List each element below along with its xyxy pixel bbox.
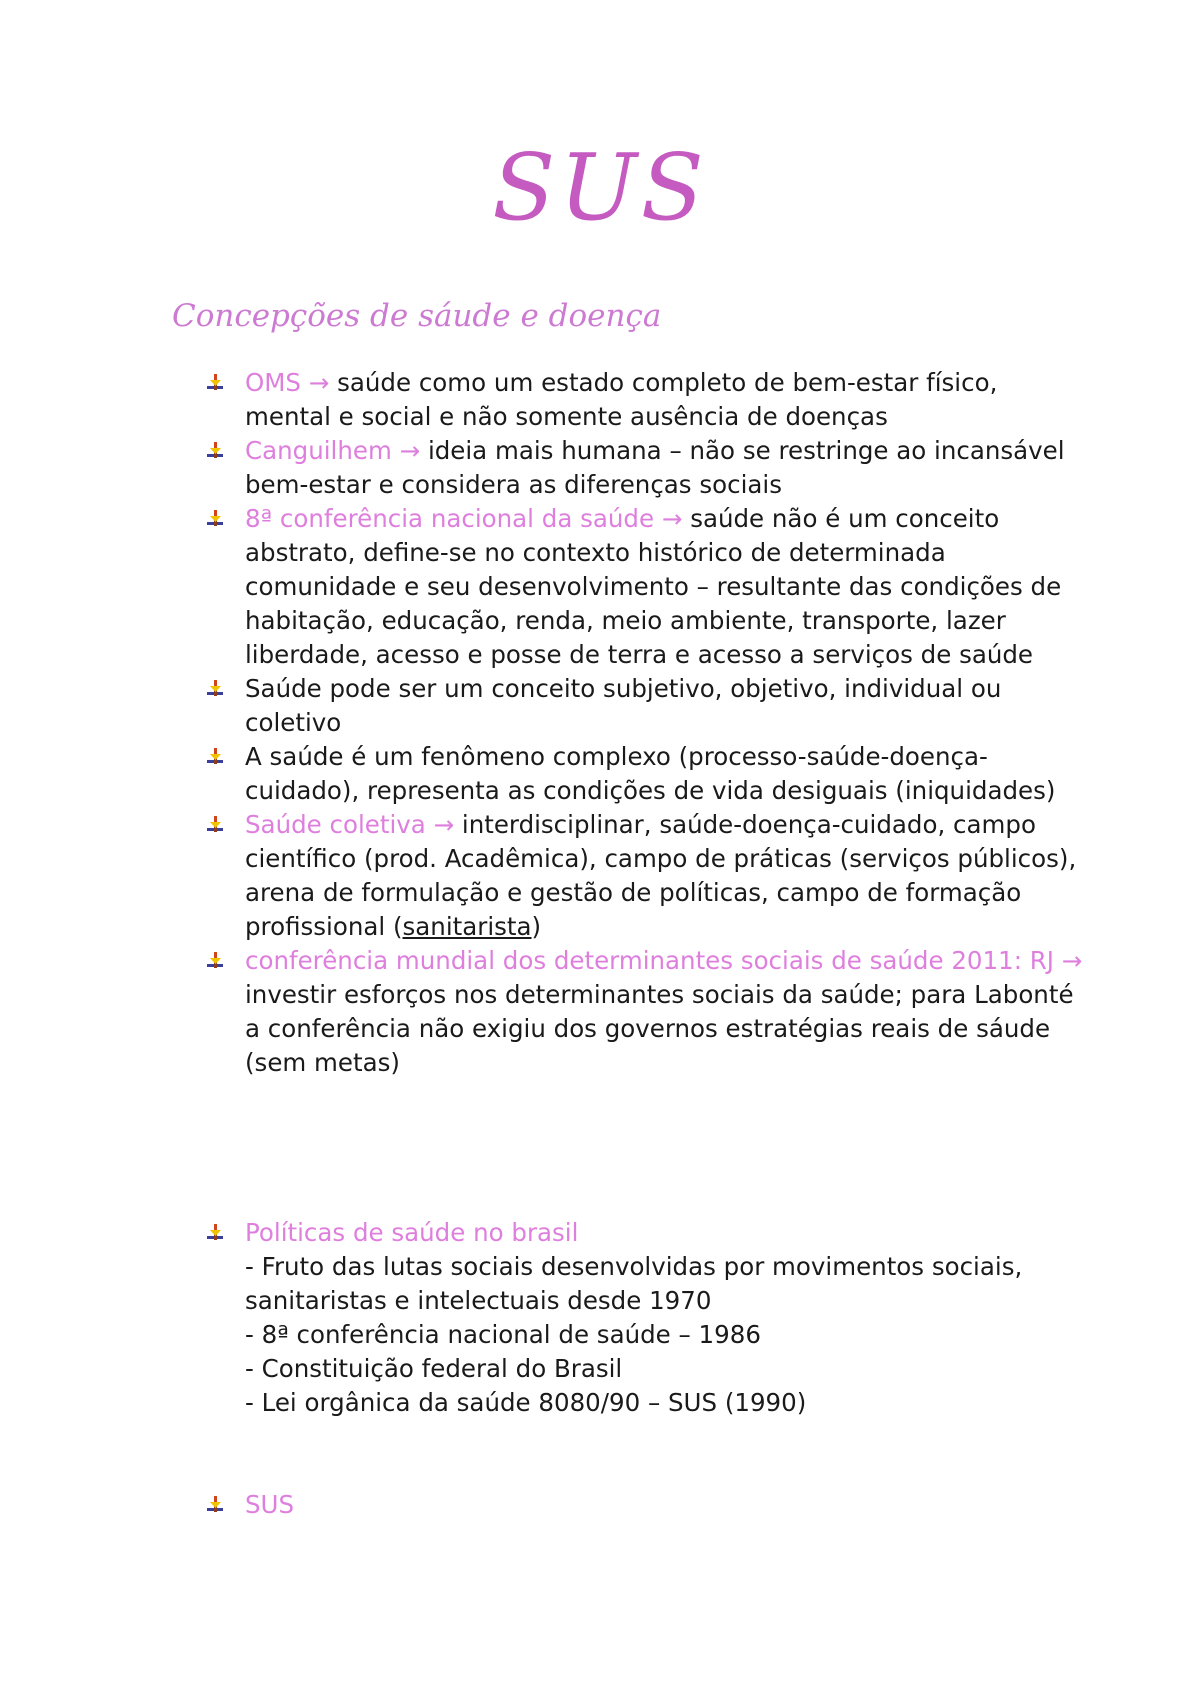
list-item [205,808,1085,944]
list-item [205,366,1085,434]
bullet-key: conferência mundial dos determinantes sociais de saúde 2011: RJ [245,946,1054,975]
bullet-key: SUS [245,1490,295,1519]
bullet-arrow-icon [205,372,227,394]
bullet-key: Políticas de saúde no brasil [245,1218,579,1247]
bullet-key: Saúde coletiva [245,810,426,839]
bullet-key: 8ª conferência nacional da saúde [245,504,655,533]
underlined-term: sanitarista [402,912,532,941]
section-heading: Concepções de sáude e doença [172,298,662,334]
bullet-text: Saúde pode ser um conceito subjetivo, objetivo, individual ou coletivo [245,674,1002,737]
arrow-icon: → [399,436,421,465]
bullet-list [205,366,1085,1522]
politicas-line: - Lei orgânica da saúde 8080/90 – SUS (1990) [245,1388,807,1417]
bullet-arrow-icon [205,678,227,700]
list-item [205,434,1085,502]
bullet-arrow-icon [205,1222,227,1244]
arrow-icon: → [308,368,330,397]
bullet-arrow-icon [205,814,227,836]
politicas-line: - 8ª conferência nacional de saúde – 1986 [245,1320,761,1349]
bullet-key: Canguilhem [245,436,392,465]
politicas-line: - Constituição federal do Brasil [245,1354,623,1383]
bullet-text: A saúde é um fenômeno complexo (processo-saúde-doença-cuidado), representa as condições de vida desiguais (iniquidades) [245,742,1056,805]
bullet-text: saúde não é um conceito abstrato, define-se no contexto histórico de determinada comunidade e seu desenvolvimento – resultante das condições de habitação, educação, renda, meio ambiente, transporte, lazer liberdade, acesso e posse de terra e acesso a serviços de saúde [245,504,1062,669]
bullet-text: ideia mais humana – não se restringe ao incansável bem-estar e considera as diferenças sociais [245,436,1065,499]
bullet-arrow-icon [205,440,227,462]
list-item [205,672,1085,740]
politicas-line: - Fruto das lutas sociais desenvolvidas por movimentos sociais, sanitaristas e intelectuais desde 1970 [245,1252,1023,1315]
bullet-arrow-icon [205,508,227,530]
list-item [205,502,1085,672]
bullet-text-end: ) [531,912,542,941]
bullet-text: interdisciplinar, saúde-doença-cuidado, campo científico (prod. Acadêmica), campo de práticas (serviços públicos), arena de formulação e gestão de políticas, campo de formação profissional ( [245,810,1077,941]
bullet-text: investir esforços nos determinantes sociais da saúde; para Labonté a conferência não exigiu dos governos estratégias reais de sáude (sem metas) [245,980,1074,1077]
arrow-icon: → [1061,946,1083,975]
arrow-icon: → [433,810,455,839]
bullet-key: OMS [245,368,301,397]
bullet-text: saúde como um estado completo de bem-estar físico, mental e social e não somente ausência de doenças [245,368,998,431]
list-item-politicas [205,1216,1085,1420]
page-title: SUS [492,134,708,241]
list-item [205,944,1085,1080]
bullet-arrow-icon [205,1494,227,1516]
bullet-arrow-icon [205,746,227,768]
bullet-arrow-icon [205,950,227,972]
list-item [205,740,1085,808]
arrow-icon: → [661,504,683,533]
list-item-sus [205,1488,1085,1522]
